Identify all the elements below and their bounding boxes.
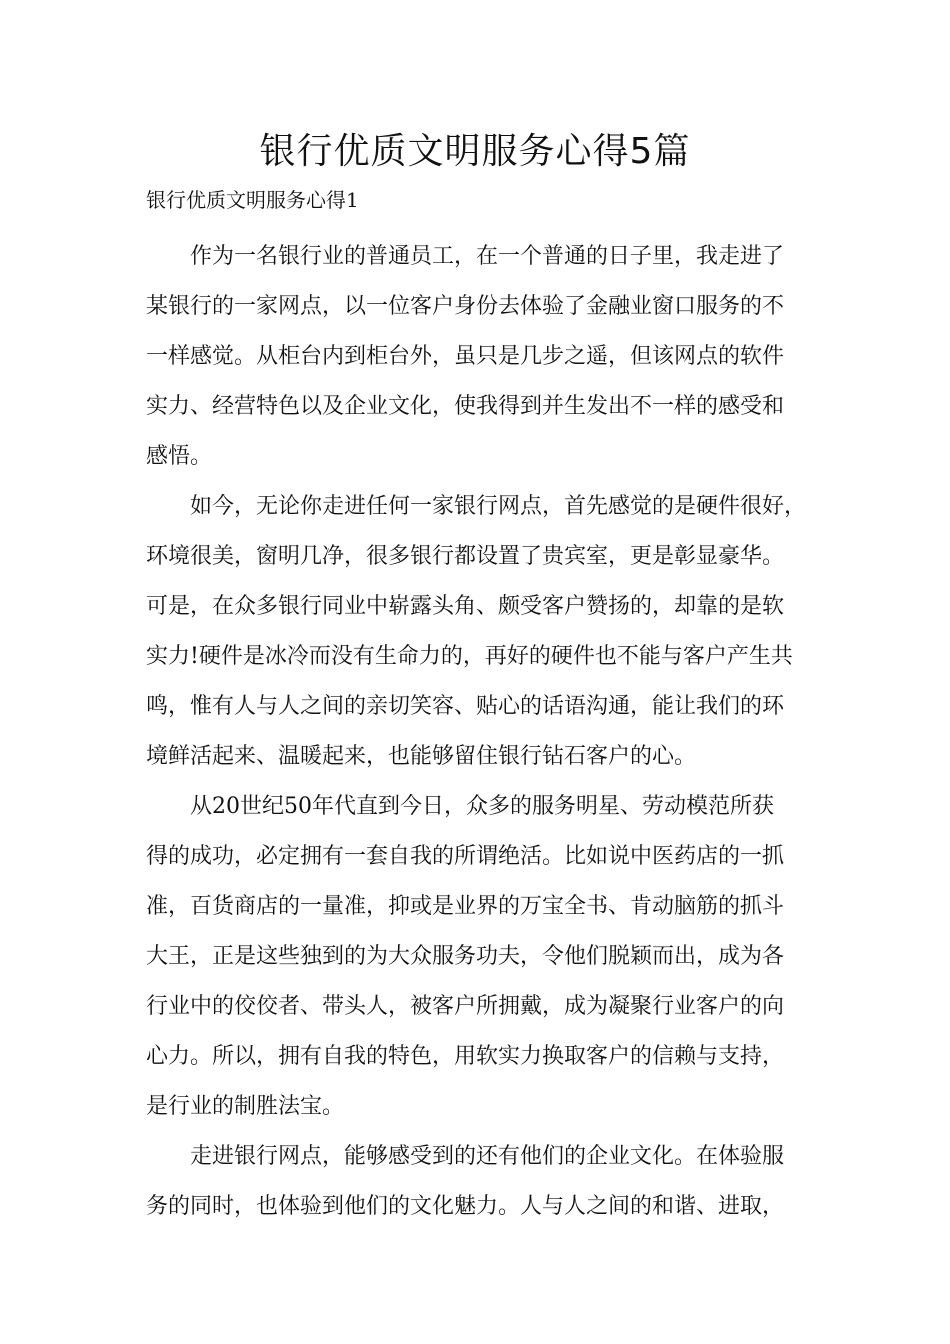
paragraph-line: 走进银行网点，能够感受到的还有他们的企业文化。在体验服 bbox=[190, 1144, 785, 1169]
paragraph bbox=[146, 1132, 832, 1232]
paragraph-line: 感悟。 bbox=[146, 444, 213, 469]
section-heading: 银行优质文明服务心得1 bbox=[146, 188, 359, 212]
paragraph-line: 作为一名银行业的普通员工，在一个普通的日子里，我走进了 bbox=[190, 244, 785, 269]
paragraph-line: 心力。所以，拥有自我的特色，用软实力换取客户的信赖与支持， bbox=[146, 1044, 785, 1069]
paragraph bbox=[146, 232, 832, 482]
paragraph-line: 境鲜活起来、温暖起来，也能够留住银行钻石客户的心。 bbox=[146, 744, 697, 769]
paragraph-line: 从20世纪50年代直到今日，众多的服务明星、劳动模范所获 bbox=[190, 794, 774, 819]
paragraph-line: 得的成功，必定拥有一套自我的所谓绝活。比如说中医药店的一抓 bbox=[146, 844, 785, 869]
paragraph-line: 大王，正是这些独到的为大众服务功夫，令他们脱颖而出，成为各 bbox=[146, 944, 785, 969]
paragraph-line: 务的同时，也体验到他们的文化魅力。人与人之间的和谐、进取， bbox=[146, 1194, 785, 1219]
document-title: 银行优质文明服务心得5篇 bbox=[259, 131, 691, 172]
paragraph-line: 可是，在众多银行同业中崭露头角、颇受客户赞扬的，却靠的是软 bbox=[146, 594, 785, 619]
paragraph-line: 准，百货商店的一量准，抑或是业界的万宝全书、肯动脑筋的抓斗 bbox=[146, 894, 785, 919]
paragraph-line: 行业中的佼佼者、带头人，被客户所拥戴，成为凝聚行业客户的向 bbox=[146, 994, 785, 1019]
paragraph-line: 一样感觉。从柜台内到柜台外，虽只是几步之遥，但该网点的软件 bbox=[146, 344, 785, 369]
paragraph-line: 实力!硬件是冰冷而没有生命力的，再好的硬件也不能与客户产生共 bbox=[146, 644, 793, 669]
paragraph bbox=[146, 782, 832, 1132]
paragraph-line: 环境很美，窗明几净，很多银行都设置了贵宾室，更是彰显豪华。 bbox=[146, 544, 785, 569]
paragraph bbox=[146, 482, 832, 782]
paragraph-line: 实力、经营特色以及企业文化，使我得到并生发出不一样的感受和 bbox=[146, 394, 785, 419]
paragraph-line: 鸣，惟有人与人之间的亲切笑容、贴心的话语沟通，能让我们的环 bbox=[146, 694, 785, 719]
paragraph-line: 某银行的一家网点，以一位客户身份去体验了金融业窗口服务的不 bbox=[146, 294, 785, 319]
paragraph-line: 如今，无论你走进任何一家银行网点，首先感觉的是硬件很好， bbox=[190, 494, 807, 519]
document-body bbox=[146, 232, 832, 1232]
paragraph-line: 是行业的制胜法宝。 bbox=[146, 1094, 345, 1119]
